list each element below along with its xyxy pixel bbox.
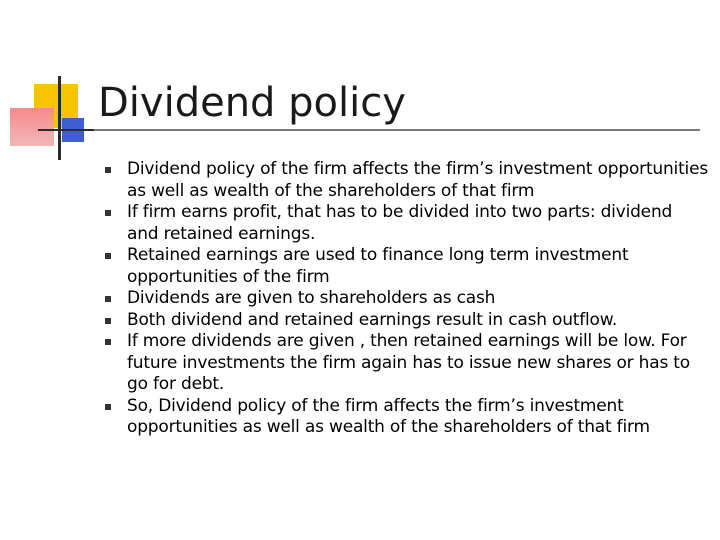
bullet-item xyxy=(108,396,708,439)
bullet-text: Dividends are given to shareholders as cash xyxy=(127,288,496,308)
bullet-item xyxy=(108,245,708,288)
bullet-text: Dividend policy of the firm affects the firm’s investment opportunities as well as wealth of the shareholders of that firm xyxy=(127,159,708,201)
square-bullet-icon xyxy=(105,404,111,410)
bullet-item xyxy=(108,202,708,245)
bullet-item xyxy=(108,310,708,332)
bullet-text: Retained earnings are used to finance long term investment opportunities of the firm xyxy=(127,245,629,287)
bullet-text: Both dividend and retained earnings result in cash outflow. xyxy=(127,309,618,330)
bullet-item xyxy=(108,288,708,310)
bullet-list xyxy=(108,159,708,439)
slide-title: Dividend policy xyxy=(98,80,406,126)
bullet-item xyxy=(108,159,708,202)
bullet-text: If firm earns profit, that has to be divided into two parts: dividend and retained earnings. xyxy=(127,202,673,244)
bullet-text: If more dividends are given , then retained earnings will be low. For future investments the firm again has to issue new shares or has to go for debt. xyxy=(127,331,690,394)
decorative-red-square xyxy=(10,108,54,146)
decorative-vertical-line xyxy=(58,76,61,160)
square-bullet-icon xyxy=(105,167,111,173)
square-bullet-icon xyxy=(105,296,111,302)
square-bullet-icon xyxy=(105,253,111,259)
bullet-text: So, Dividend policy of the firm affects the firm’s investment opportunities as well as wealth of the shareholders of that firm xyxy=(127,395,650,437)
bullet-item xyxy=(108,331,708,396)
title-underline xyxy=(38,129,700,131)
square-bullet-icon xyxy=(105,210,111,216)
square-bullet-icon xyxy=(105,318,111,324)
title-underline-accent xyxy=(38,129,94,131)
square-bullet-icon xyxy=(105,339,111,345)
